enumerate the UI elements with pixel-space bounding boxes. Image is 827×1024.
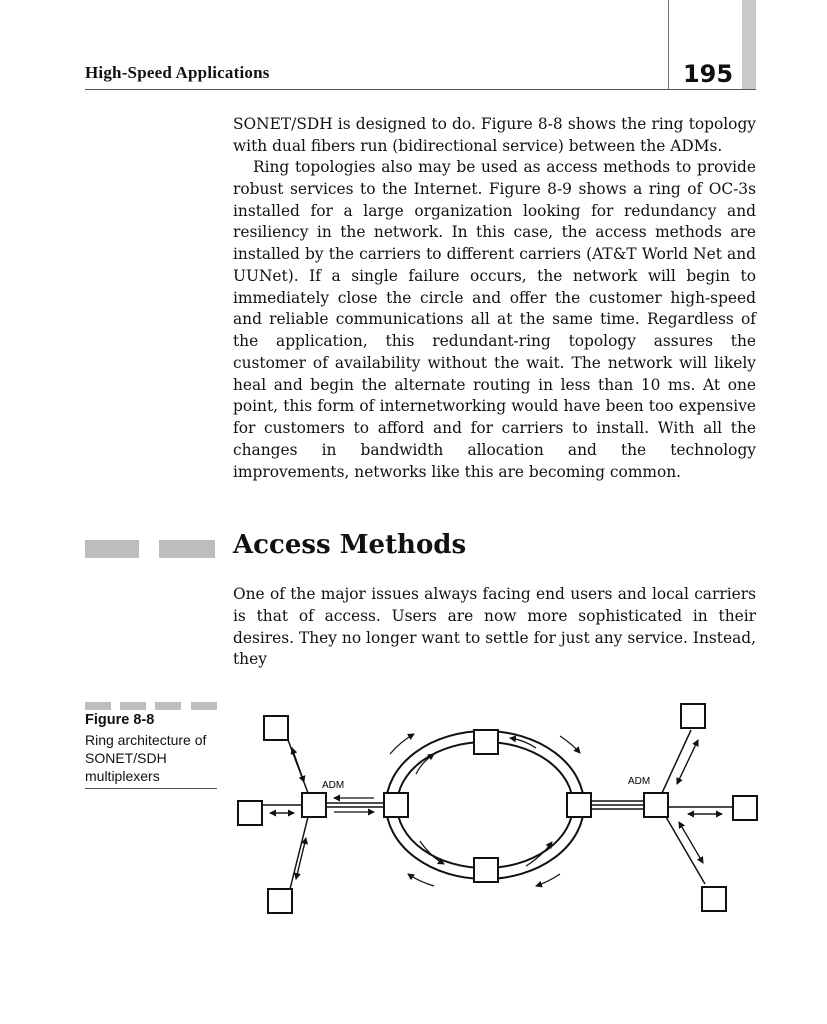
- paragraph-text: SONET/SDH is designed to do. Figure 8-8 shows the ring topology with dual fibers run (bidirectional service) between the ADMs.: [233, 115, 756, 155]
- adm-right-node: [644, 793, 668, 817]
- ring-node-right: [567, 793, 591, 817]
- right-adm-link: [591, 801, 644, 809]
- ring-node-left: [384, 793, 408, 817]
- paragraph-text: Ring topologies also may be used as access methods to provide robust services to the Internet. Figure 8-9 shows a ring of OC-3s installed for a large organization looking for redundancy and resiliency in the network. In this case, the access methods are installed by the carriers to different carriers (AT&T World Net and UUNet). If a single failure occurs, the network will begin to immediately close the circle and offer the customer high-speed and reliable communications all at the same time. Regardless of the application, this redundant-ring topology assures the customer of availability without the wait. The network will likely heal and begin the alternate routing in less than 10 ms. At one point, this form of internetworking would have been too expensive for customers to afford and for carriers to install. With all the changes in bandwidth allocation and the technology improvements, networks like this are becoming common.: [233, 158, 756, 481]
- adm-right-label: ADM: [628, 776, 651, 787]
- figure-caption: Ring architecture of SONET/SDH multiplexers: [85, 732, 207, 784]
- figure-caption-rule: [85, 788, 217, 789]
- header-tab-bar: [742, 0, 756, 90]
- left-endpoint-top: [264, 716, 288, 740]
- paragraph-text: One of the major issues always facing end users and local carriers is that of access. Users are now more sophisticated in their desires. They no longer want to settle for just any service. Instead, they: [233, 585, 756, 669]
- figure-marker: [85, 702, 217, 710]
- adm-left-node: [302, 793, 326, 817]
- section-heading: Access Methods: [233, 530, 467, 560]
- page-number: 195: [682, 60, 734, 88]
- body-paragraph-1: [233, 114, 756, 158]
- section-marker-bar: [159, 540, 215, 558]
- figure-marker-dash: [85, 702, 111, 710]
- body-paragraph-3: [233, 584, 756, 671]
- left-endpoint-bottom: [268, 889, 292, 913]
- left-spoke-arrows: [270, 748, 306, 879]
- running-header-title: High-Speed Applications: [85, 63, 270, 82]
- ring-architecture-diagram: [230, 696, 770, 922]
- body-paragraph-2: [233, 157, 756, 483]
- right-spokes: [662, 730, 732, 884]
- adm-left-label: ADM: [322, 780, 345, 791]
- ring-arrows-inner: [416, 738, 552, 866]
- figure-marker-dash: [191, 702, 217, 710]
- right-endpoint-top: [681, 704, 705, 728]
- header-vertical-rule: [668, 0, 669, 90]
- right-endpoint-middle: [733, 796, 757, 820]
- left-adm-link: [326, 798, 384, 812]
- header-rule: [85, 89, 756, 90]
- ring-node-top: [474, 730, 498, 754]
- figure-marker-dash: [155, 702, 181, 710]
- section-marker-bar: [85, 540, 139, 558]
- right-endpoint-bottom: [702, 887, 726, 911]
- figure-marker-dash: [120, 702, 146, 710]
- ring-node-bottom: [474, 858, 498, 882]
- right-spoke-arrows: [677, 740, 722, 863]
- figure-label: Figure 8-8: [85, 712, 155, 728]
- left-endpoint-middle: [238, 801, 262, 825]
